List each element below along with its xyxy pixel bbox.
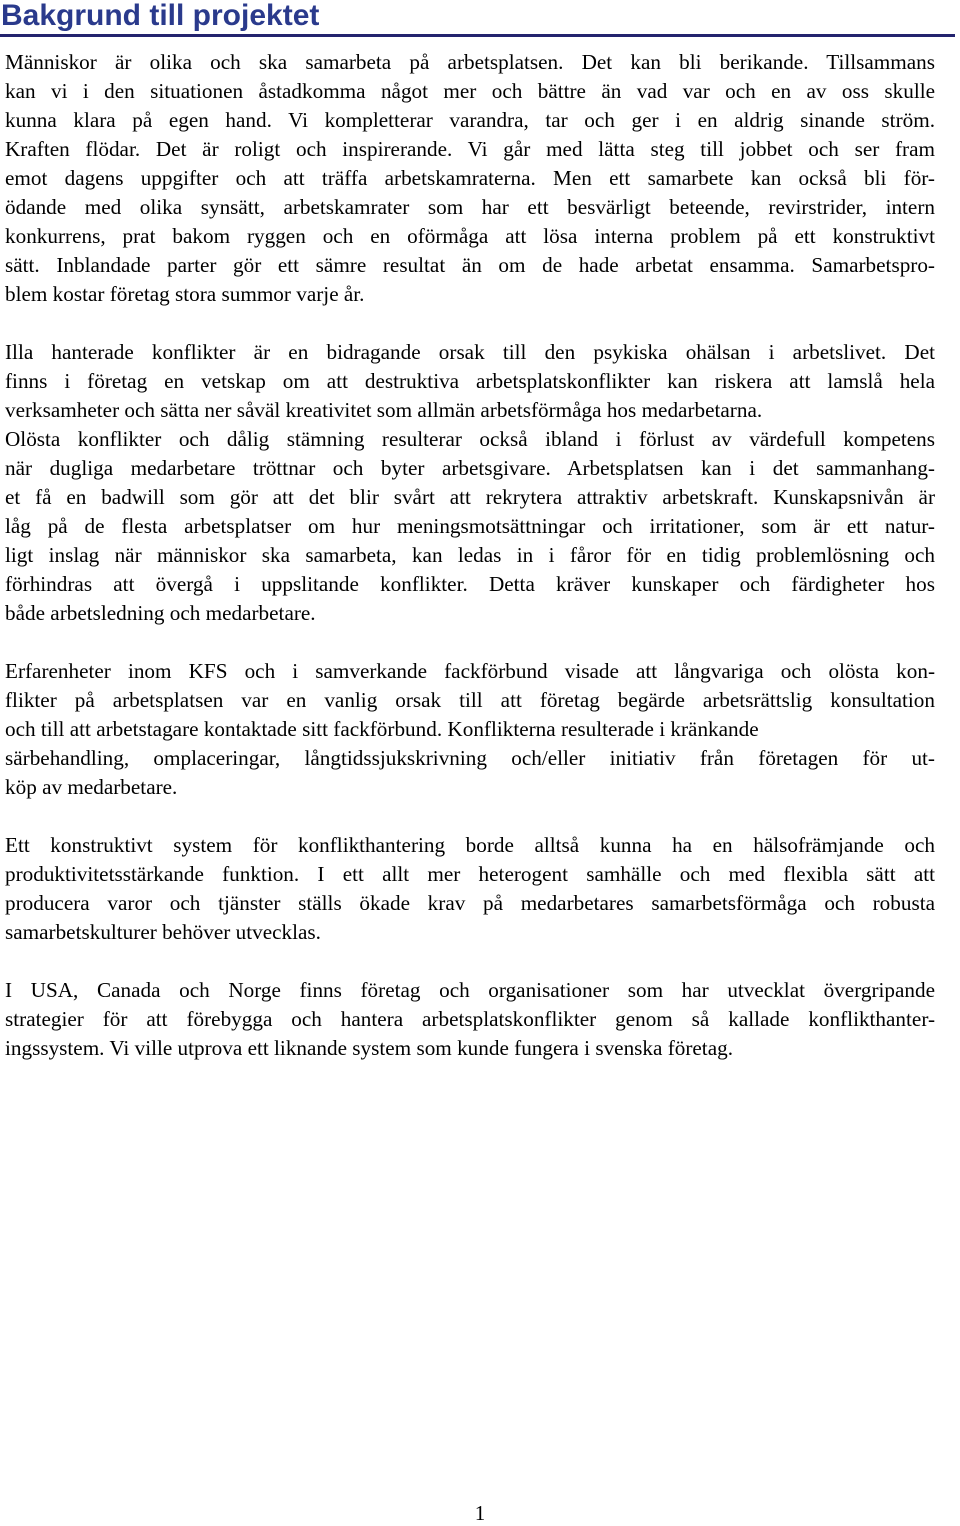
text-line: I USA, Canada och Norge finns företag och organisationer som har utvecklat övergripande — [5, 978, 935, 1002]
text-line: sätt. Inblandade parter gör ett sämre resultat än om de hade arbetat ensamma. Samarbetspro- — [5, 253, 935, 277]
text-line: emot dagens uppgifter och att träffa arbetskamraterna. Men ett samarbete kan också bli för- — [5, 166, 935, 190]
text-line: verksamheter och sätta ner såväl kreativitet som allmän arbetsförmåga hos medarbetarna. — [5, 398, 763, 422]
text-line: Olösta konflikter och dålig stämning resulterar också ibland i förlust av värdefull kompetens — [5, 427, 935, 451]
text-line: ligt inslag när människor ska samarbeta, kan ledas in i fåror för en tidig problemlösning och — [5, 543, 935, 567]
text-line: strategier för att förebygga och hantera arbetsplatskonflikter genom så kallade konflikthanter- — [5, 1007, 935, 1031]
text-line: flikter på arbetsplatsen var en vanlig orsak till att företag begärde arbetsrättslig konsultation — [5, 688, 935, 712]
text-line: kan vi i den situationen åstadkomma något mer och bättre än vad var och en av oss skulle — [5, 79, 935, 103]
text-line: finns i företag en vetskap om att destruktiva arbetsplatskonflikter kan riskera att lamslå hela — [5, 369, 935, 393]
section-heading — [0, 0, 955, 37]
body-text — [5, 48, 935, 1092]
text-line: et få en badwill som gör att det blir svårt att rekrytera attraktiv arbetskraft. Kunskapsnivån är — [5, 485, 935, 509]
paragraph-1 — [5, 48, 935, 309]
text-line: förhindras att övergå i uppslitande konflikter. Detta kräver kunskaper och färdigheter hos — [5, 572, 935, 596]
text-line: Människor är olika och ska samarbeta på arbetsplatsen. Det kan bli berikande. Tillsammans — [5, 50, 935, 74]
text-line: både arbetsledning och medarbetare. — [5, 601, 316, 625]
text-line: konkurrens, prat bakom ryggen och en oförmåga att lösa interna problem på ett konstruktivt — [5, 224, 935, 248]
text-line: producera varor och tjänster ställs ökade krav på medarbetares samarbetsförmåga och robusta — [5, 891, 935, 915]
paragraph-2 — [5, 338, 935, 628]
text-line: kunna klara på egen hand. Vi kompletterar varandra, tar och ger i en aldrig sinande ström. — [5, 108, 935, 132]
page-number: 1 — [474, 1501, 486, 1525]
text-line: ödande med olika synsätt, arbetskamrater som har ett besvärligt beteende, revirstrider, intern — [5, 195, 935, 219]
text-line: när dugliga medarbetare tröttnar och byter arbetsgivare. Arbetsplatsen kan i det sammanhang- — [5, 456, 935, 480]
paragraph-4 — [5, 831, 935, 947]
text-line: köp av medarbetare. — [5, 775, 178, 799]
text-line: samarbetskulturer behöver utvecklas. — [5, 920, 321, 944]
paragraph-3 — [5, 657, 935, 802]
text-line: ingssystem. Vi ville utprova ett liknande system som kunde fungera i svenska företag. — [5, 1036, 733, 1060]
text-line: blem kostar företag stora summor varje år. — [5, 282, 365, 306]
paragraph-5 — [5, 976, 935, 1063]
text-line: låg på de flesta arbetsplatser om hur meningsmotsättningar och irritationer, som är ett natur- — [5, 514, 935, 538]
text-line: och till att arbetstagare kontaktade sitt fackförbund. Konflikterna resulterade i kränkande — [5, 717, 759, 741]
text-line: särbehandling, omplaceringar, långtidssjukskrivning och/eller initiativ från företagen för ut- — [5, 746, 935, 770]
text-line: Illa hanterade konflikter är en bidragande orsak till den psykiska ohälsan i arbetslivet. Det — [5, 340, 935, 364]
page-title: Bakgrund till projektet — [1, 0, 320, 32]
text-line: Kraften flödar. Det är roligt och inspirerande. Vi går med lätta steg till jobbet och ser fram — [5, 137, 935, 161]
text-line: Ett konstruktivt system för konflikthantering borde alltså kunna ha en hälsofrämjande och — [5, 833, 935, 857]
text-line: produktivitetsstärkande funktion. I ett allt mer heterogent samhälle och med flexibla sätt att — [5, 862, 935, 886]
text-line: Erfarenheter inom KFS och i samverkande fackförbund visade att långvariga och olösta kon- — [5, 659, 935, 683]
